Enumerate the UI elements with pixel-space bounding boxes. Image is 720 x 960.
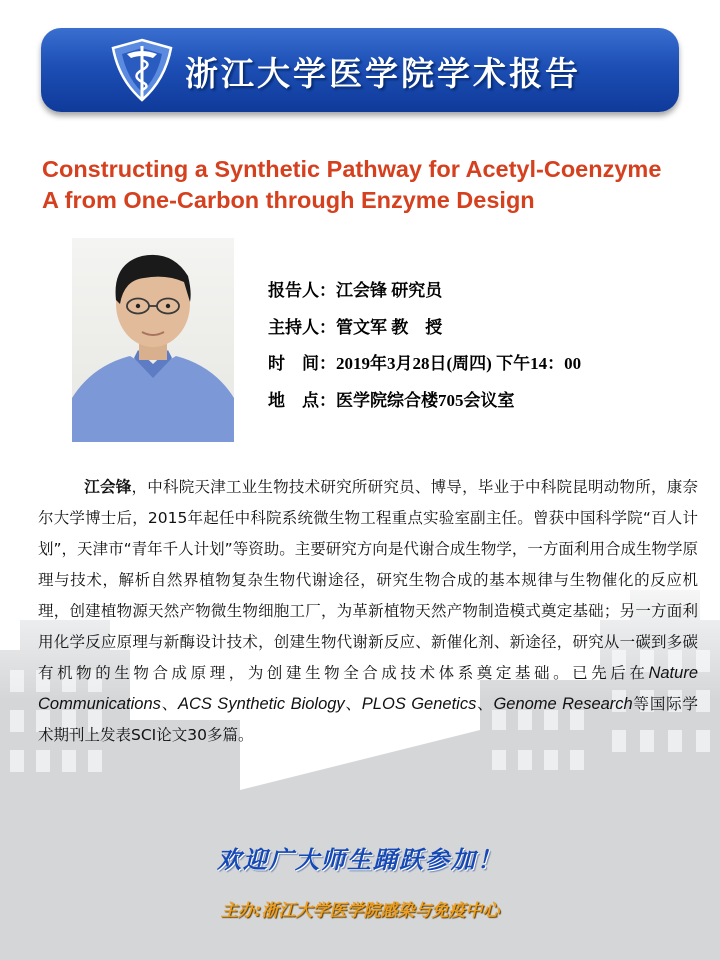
bio-text: ，中科院天津工业生物技术研究所研究员、博导，毕业于中科院昆明动物所，康奈尔大学博士后，2015年起任中科院系统微生物工程重点实验室副主任。曾获中国科学院“百人计划”，天津市“青年千人计划”等资助。主要研究方向是代谢合成生物学，一方面利用合成生物学原理与技术，解析自然界植物复杂生物代谢途径，研究生物合成的基本规律与生物催化的反应机理，创建植物源天然产物微生物细胞工厂，为革新植物天然产物制造模式奠定基础；另一方面利用化学反应原理与新酶设计技术，创建生物代谢新反应、新催化剂、新途径，研究从一碳到多碳有机物的生物合成原理，为创建生物全合成技术体系奠定基础。已先后在 [38,478,698,682]
bio-text-end: 等国际学术期刊上发表SCI论文30多篇。 [38,695,698,744]
host-line: 主持人：管文军 教 授 [268,317,443,337]
header-banner [41,28,679,112]
talk-title-line-1: Constructing a Synthetic Pathway for Acetyl-Coenzyme [42,156,662,182]
time-line: 时 间：2019年3月28日(周四) 下午14：00 [268,354,582,373]
place-line: 地 点：医学院综合楼705会议室 [268,390,515,410]
banner-title: 浙江大学医学院学术报告 [185,54,581,93]
talk-title-line-2: A from One-Carbon through Enzyme Design [42,187,535,213]
talk-title [42,154,712,216]
journal-name: Genome Research [493,695,633,713]
speaker-line: 报告人：江会锋 研究员 [268,281,443,300]
bio-separator: 、 [344,695,362,713]
talk-info [268,276,581,422]
journal-name: PLOS Genetics [361,695,477,713]
speaker-bio [38,472,698,751]
host-organization: 主办:浙江大学医学院感染与免疫中心 [220,901,500,921]
speaker-photo [72,238,234,442]
bio-separator: 、 [476,695,494,713]
bio-separator: 、 [160,695,178,713]
journal-name: Nature Communications [38,664,698,713]
caduceus-emblem-icon [107,36,177,104]
bio-speaker-name: 江会锋 [84,478,132,496]
welcome-text: 欢迎广大师生踊跃参加！ [217,845,503,874]
journal-name: ACS Synthetic Biology [178,695,345,713]
